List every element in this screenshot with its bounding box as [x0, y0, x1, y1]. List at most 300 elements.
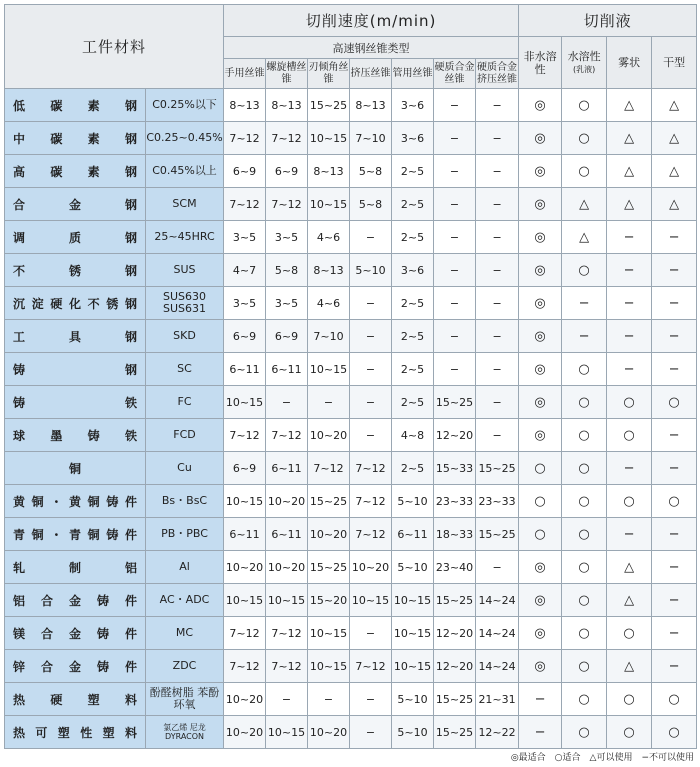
speed-value: 5~8: [350, 188, 392, 221]
speed-col-header: 螺旋槽丝锥: [266, 59, 308, 89]
fluid-suitability: −: [652, 419, 697, 452]
fluid-suitability: △: [607, 89, 652, 122]
speed-value: 2~5: [392, 155, 434, 188]
fluid-suitability: △: [562, 221, 607, 254]
fluid-suitability: ○: [652, 683, 697, 716]
speed-value: 14~24: [476, 617, 519, 650]
fluid-suitability: ○: [652, 716, 697, 749]
speed-value: 7~12: [350, 452, 392, 485]
fluid-col-header: 非水溶性: [519, 37, 562, 89]
fluid-suitability: ◎: [519, 254, 562, 287]
fluid-suitability: ○: [562, 452, 607, 485]
speed-value: 12~20: [434, 650, 476, 683]
speed-value: 12~20: [434, 419, 476, 452]
fluid-suitability: ○: [519, 518, 562, 551]
fluid-suitability: −: [607, 221, 652, 254]
fluid-suitability: ○: [562, 386, 607, 419]
fluid-suitability: −: [519, 683, 562, 716]
fluid-suitability: ○: [607, 716, 652, 749]
material-grade: SUS: [146, 254, 224, 287]
speed-value: 10~15: [224, 386, 266, 419]
speed-value: 3~5: [224, 221, 266, 254]
speed-value: −: [476, 188, 519, 221]
speed-value: 7~12: [224, 122, 266, 155]
speed-value: 18~33: [434, 518, 476, 551]
table-row: [5, 254, 697, 287]
speed-value: 12~22: [476, 716, 519, 749]
speed-value: 7~12: [308, 452, 350, 485]
speed-value: 7~10: [308, 320, 350, 353]
fluid-suitability: ○: [562, 683, 607, 716]
fluid-suitability: −: [562, 320, 607, 353]
material-grade: 氯乙烯 尼龙 DYRACON: [146, 716, 224, 749]
speed-value: 7~12: [350, 485, 392, 518]
speed-value: 3~5: [224, 287, 266, 320]
fluid-suitability: −: [652, 584, 697, 617]
fluid-suitability: ◎: [519, 386, 562, 419]
speed-value: 10~20: [224, 716, 266, 749]
table-row: [5, 584, 697, 617]
fluid-suitability: △: [652, 155, 697, 188]
speed-value: 15~33: [434, 452, 476, 485]
fluid-suitability: △: [607, 155, 652, 188]
speed-value: 2~5: [392, 320, 434, 353]
material-name: 锌合金铸件: [5, 650, 146, 683]
speed-value: 23~33: [476, 485, 519, 518]
speed-value: 14~24: [476, 650, 519, 683]
fluid-suitability: △: [562, 188, 607, 221]
speed-value: −: [434, 353, 476, 386]
cutting-speed-header: 切削速度(m/min): [224, 5, 519, 37]
fluid-suitability: ○: [562, 122, 607, 155]
fluid-suitability: ◎: [519, 419, 562, 452]
speed-value: 6~9: [266, 320, 308, 353]
table-row: [5, 617, 697, 650]
fluid-suitability: ◎: [519, 188, 562, 221]
fluid-suitability: ◎: [519, 122, 562, 155]
speed-value: 15~25: [308, 485, 350, 518]
fluid-suitability: ○: [519, 452, 562, 485]
speed-col-header: 硬质合金丝锥: [434, 59, 476, 89]
speed-value: −: [266, 386, 308, 419]
speed-value: 5~10: [392, 716, 434, 749]
speed-value: 23~33: [434, 485, 476, 518]
speed-value: 2~5: [392, 221, 434, 254]
speed-value: 7~12: [224, 617, 266, 650]
speed-value: −: [350, 353, 392, 386]
material-name: 球墨铸铁: [5, 419, 146, 452]
fluid-suitability: △: [607, 122, 652, 155]
material-grade: SUS630 SUS631: [146, 287, 224, 320]
table-row: [5, 452, 697, 485]
fluid-suitability: △: [652, 89, 697, 122]
speed-value: −: [434, 320, 476, 353]
speed-value: 7~12: [266, 419, 308, 452]
speed-col-header: 手用丝锥: [224, 59, 266, 89]
speed-value: 5~8: [266, 254, 308, 287]
speed-value: 6~9: [266, 155, 308, 188]
table-row: [5, 188, 697, 221]
material-grade: 25~45HRC: [146, 221, 224, 254]
speed-value: −: [350, 419, 392, 452]
material-name: 中碳素钢: [5, 122, 146, 155]
table-row: [5, 89, 697, 122]
material-name: 铸钢: [5, 353, 146, 386]
material-grade: SC: [146, 353, 224, 386]
speed-value: 7~12: [224, 188, 266, 221]
fluid-col-header: [562, 37, 607, 89]
fluid-suitability: −: [652, 617, 697, 650]
speed-value: 5~10: [350, 254, 392, 287]
material-name: 沉淀硬化不锈钢: [5, 287, 146, 320]
speed-value: −: [476, 386, 519, 419]
speed-value: 10~15: [392, 617, 434, 650]
speed-value: 10~15: [266, 584, 308, 617]
speed-value: 12~20: [434, 617, 476, 650]
table-row: [5, 320, 697, 353]
speed-value: 10~15: [308, 353, 350, 386]
speed-value: 15~25: [434, 683, 476, 716]
fluid-suitability: ◎: [519, 221, 562, 254]
fluid-col-header: 雾状: [607, 37, 652, 89]
speed-value: 10~20: [224, 683, 266, 716]
speed-value: 5~10: [392, 683, 434, 716]
material-grade: FCD: [146, 419, 224, 452]
fluid-suitability: △: [652, 188, 697, 221]
speed-value: 4~6: [308, 287, 350, 320]
speed-value: 10~15: [224, 485, 266, 518]
table-row: [5, 683, 697, 716]
fluid-suitability: ◎: [519, 155, 562, 188]
speed-value: 6~9: [224, 320, 266, 353]
speed-value: 14~24: [476, 584, 519, 617]
speed-value: 5~8: [350, 155, 392, 188]
speed-value: −: [350, 617, 392, 650]
speed-value: 5~10: [392, 485, 434, 518]
fluid-col-note: (乳液): [572, 64, 596, 74]
speed-value: 15~25: [476, 518, 519, 551]
fluid-suitability: ○: [652, 386, 697, 419]
speed-value: 15~25: [434, 584, 476, 617]
cutting-fluid-header: 切削液: [519, 5, 697, 37]
fluid-suitability: ◎: [519, 584, 562, 617]
material-grade: C0.25%以下: [146, 89, 224, 122]
fluid-suitability: ◎: [519, 89, 562, 122]
speed-value: −: [434, 287, 476, 320]
fluid-suitability: ○: [607, 419, 652, 452]
fluid-suitability: ○: [652, 485, 697, 518]
material-name: 铸铁: [5, 386, 146, 419]
speed-value: 7~12: [266, 617, 308, 650]
speed-value: 15~25: [476, 452, 519, 485]
fluid-suitability: −: [652, 518, 697, 551]
speed-value: 2~5: [392, 353, 434, 386]
fluid-suitability: ○: [562, 584, 607, 617]
fluid-suitability: −: [607, 287, 652, 320]
speed-value: 10~20: [266, 551, 308, 584]
speed-value: −: [350, 683, 392, 716]
speed-value: −: [434, 188, 476, 221]
speed-value: 3~6: [392, 122, 434, 155]
speed-value: 7~12: [266, 122, 308, 155]
fluid-suitability: ◎: [519, 320, 562, 353]
speed-value: −: [434, 89, 476, 122]
table-row: [5, 287, 697, 320]
speed-value: 6~11: [266, 452, 308, 485]
fluid-suitability: △: [607, 551, 652, 584]
speed-value: 7~10: [350, 122, 392, 155]
table-row: [5, 518, 697, 551]
speed-value: 3~5: [266, 287, 308, 320]
material-grade: PB・PBC: [146, 518, 224, 551]
fluid-suitability: −: [607, 452, 652, 485]
fluid-suitability: −: [652, 254, 697, 287]
material-grade: Cu: [146, 452, 224, 485]
speed-value: 10~15: [392, 584, 434, 617]
fluid-suitability: ○: [562, 551, 607, 584]
material-name: 热硬塑料: [5, 683, 146, 716]
material-name: 高碳素钢: [5, 155, 146, 188]
speed-value: 6~11: [224, 518, 266, 551]
table-row: [5, 485, 697, 518]
speed-value: 6~11: [224, 353, 266, 386]
speed-value: 6~9: [224, 155, 266, 188]
fluid-suitability: −: [607, 320, 652, 353]
table-row: [5, 353, 697, 386]
fluid-suitability: △: [607, 584, 652, 617]
fluid-suitability: ○: [562, 485, 607, 518]
speed-value: −: [476, 221, 519, 254]
speed-value: −: [434, 155, 476, 188]
fluid-suitability: −: [607, 518, 652, 551]
speed-value: −: [434, 221, 476, 254]
material-grade: Al: [146, 551, 224, 584]
speed-value: −: [476, 155, 519, 188]
fluid-suitability: −: [562, 287, 607, 320]
speed-value: 10~15: [266, 716, 308, 749]
fluid-suitability: ◎: [519, 617, 562, 650]
material-grade: SKD: [146, 320, 224, 353]
speed-value: −: [308, 386, 350, 419]
fluid-suitability: ○: [607, 683, 652, 716]
fluid-suitability: ◎: [519, 650, 562, 683]
table-row: [5, 155, 697, 188]
table-row: [5, 386, 697, 419]
speed-value: 2~5: [392, 386, 434, 419]
speed-value: 3~5: [266, 221, 308, 254]
material-grade: C0.45%以上: [146, 155, 224, 188]
fluid-suitability: ◎: [519, 353, 562, 386]
material-name: 热可塑性塑料: [5, 716, 146, 749]
speed-value: 10~20: [308, 716, 350, 749]
speed-value: −: [350, 287, 392, 320]
material-name: 铜: [5, 452, 146, 485]
material-grade: SCM: [146, 188, 224, 221]
fluid-suitability: ○: [562, 254, 607, 287]
fluid-suitability: ○: [607, 386, 652, 419]
speed-value: 8~13: [266, 89, 308, 122]
speed-value: 4~7: [224, 254, 266, 287]
fluid-suitability: −: [652, 551, 697, 584]
material-grade: C0.25~0.45%: [146, 122, 224, 155]
fluid-suitability: ○: [562, 419, 607, 452]
speed-value: 15~25: [308, 89, 350, 122]
fluid-suitability: ○: [562, 155, 607, 188]
speed-value: 3~6: [392, 254, 434, 287]
table-body: [5, 89, 697, 749]
tap-types-header: 高速钢丝锥类型: [224, 37, 519, 59]
table-row: [5, 650, 697, 683]
table-row: [5, 551, 697, 584]
speed-value: 10~15: [308, 188, 350, 221]
speed-value: 10~15: [308, 617, 350, 650]
fluid-suitability: −: [652, 221, 697, 254]
speed-value: 2~5: [392, 452, 434, 485]
material-name: 铝合金铸件: [5, 584, 146, 617]
fluid-suitability: ○: [607, 485, 652, 518]
material-name: 合金钢: [5, 188, 146, 221]
speed-value: 6~11: [266, 353, 308, 386]
table-row: [5, 221, 697, 254]
speed-value: 2~5: [392, 287, 434, 320]
speed-value: −: [476, 89, 519, 122]
speed-value: 10~20: [224, 551, 266, 584]
fluid-suitability: −: [607, 254, 652, 287]
fluid-suitability: ○: [562, 89, 607, 122]
speed-value: −: [308, 683, 350, 716]
material-grade: FC: [146, 386, 224, 419]
cutting-conditions-table: [4, 4, 697, 749]
speed-value: 15~25: [434, 386, 476, 419]
speed-value: 5~10: [392, 551, 434, 584]
speed-col-header: 管用丝锥: [392, 59, 434, 89]
speed-value: 7~12: [266, 188, 308, 221]
speed-value: 8~13: [224, 89, 266, 122]
speed-value: 6~11: [266, 518, 308, 551]
fluid-suitability: ◎: [519, 551, 562, 584]
material-name: 工具钢: [5, 320, 146, 353]
speed-value: 4~8: [392, 419, 434, 452]
speed-value: 7~12: [224, 419, 266, 452]
fluid-suitability: −: [519, 716, 562, 749]
material-grade: ZDC: [146, 650, 224, 683]
speed-value: 23~40: [434, 551, 476, 584]
speed-value: 7~12: [224, 650, 266, 683]
table-row: [5, 716, 697, 749]
speed-value: −: [476, 287, 519, 320]
speed-value: −: [434, 122, 476, 155]
speed-value: −: [350, 320, 392, 353]
fluid-suitability: ○: [562, 716, 607, 749]
speed-value: 2~5: [392, 188, 434, 221]
table-row: [5, 419, 697, 452]
speed-value: 6~9: [224, 452, 266, 485]
speed-value: 10~15: [308, 122, 350, 155]
speed-value: −: [350, 716, 392, 749]
material-name: 黄铜・黄铜铸件: [5, 485, 146, 518]
speed-value: 8~13: [308, 155, 350, 188]
fluid-suitability: △: [607, 188, 652, 221]
speed-value: 10~15: [350, 584, 392, 617]
table-row: [5, 122, 697, 155]
speed-value: 8~13: [350, 89, 392, 122]
speed-value: 21~31: [476, 683, 519, 716]
material-name: 青铜・青铜铸件: [5, 518, 146, 551]
fluid-suitability: ○: [562, 353, 607, 386]
speed-col-header: 挤压丝锥: [350, 59, 392, 89]
speed-value: −: [350, 221, 392, 254]
speed-value: 10~15: [308, 650, 350, 683]
speed-value: 10~20: [308, 518, 350, 551]
speed-col-header: 硬质合金挤压丝锥: [476, 59, 519, 89]
speed-value: 3~6: [392, 89, 434, 122]
fluid-col-header: 干型: [652, 37, 697, 89]
cutting-conditions-table-wrapper: [4, 4, 696, 749]
speed-value: 15~20: [308, 584, 350, 617]
speed-value: 10~20: [266, 485, 308, 518]
material-name: 不锈钢: [5, 254, 146, 287]
speed-value: −: [266, 683, 308, 716]
fluid-suitability: −: [652, 353, 697, 386]
speed-value: 4~6: [308, 221, 350, 254]
fluid-suitability: −: [607, 353, 652, 386]
fluid-suitability: △: [652, 122, 697, 155]
speed-value: 8~13: [308, 254, 350, 287]
speed-value: −: [434, 254, 476, 287]
fluid-col-label: 水溶性: [567, 49, 601, 63]
speed-value: 15~25: [434, 716, 476, 749]
speed-value: −: [350, 386, 392, 419]
fluid-suitability: ○: [607, 617, 652, 650]
material-grade: Bs・BsC: [146, 485, 224, 518]
speed-value: 10~15: [392, 650, 434, 683]
fluid-suitability: ○: [562, 617, 607, 650]
fluid-suitability: −: [652, 320, 697, 353]
speed-value: 6~11: [392, 518, 434, 551]
fluid-suitability: ○: [562, 650, 607, 683]
material-name: 轧制铝: [5, 551, 146, 584]
speed-value: 7~12: [266, 650, 308, 683]
fluid-suitability: ○: [519, 485, 562, 518]
fluid-suitability: −: [652, 650, 697, 683]
material-grade: AC・ADC: [146, 584, 224, 617]
speed-value: −: [476, 254, 519, 287]
speed-value: 7~12: [350, 650, 392, 683]
symbol-legend: ◎最适合 ○适合 △可以使用 −不可以使用: [510, 753, 694, 763]
speed-value: 15~25: [308, 551, 350, 584]
fluid-suitability: −: [652, 452, 697, 485]
fluid-suitability: ○: [562, 518, 607, 551]
speed-value: −: [476, 419, 519, 452]
speed-value: 10~20: [308, 419, 350, 452]
fluid-suitability: −: [652, 287, 697, 320]
speed-value: 10~20: [350, 551, 392, 584]
fluid-suitability: △: [607, 650, 652, 683]
fluid-suitability: ◎: [519, 287, 562, 320]
material-grade: 酚醛树脂 苯酚 环氧: [146, 683, 224, 716]
material-name: 镁合金铸件: [5, 617, 146, 650]
material-name: 低碳素钢: [5, 89, 146, 122]
speed-col-header: 刃倾角丝锥: [308, 59, 350, 89]
speed-value: −: [476, 551, 519, 584]
speed-value: 7~12: [350, 518, 392, 551]
material-header: 工件材料: [5, 5, 224, 89]
material-name: 调质钢: [5, 221, 146, 254]
speed-value: −: [476, 353, 519, 386]
material-grade: MC: [146, 617, 224, 650]
speed-value: −: [476, 320, 519, 353]
speed-value: −: [476, 122, 519, 155]
